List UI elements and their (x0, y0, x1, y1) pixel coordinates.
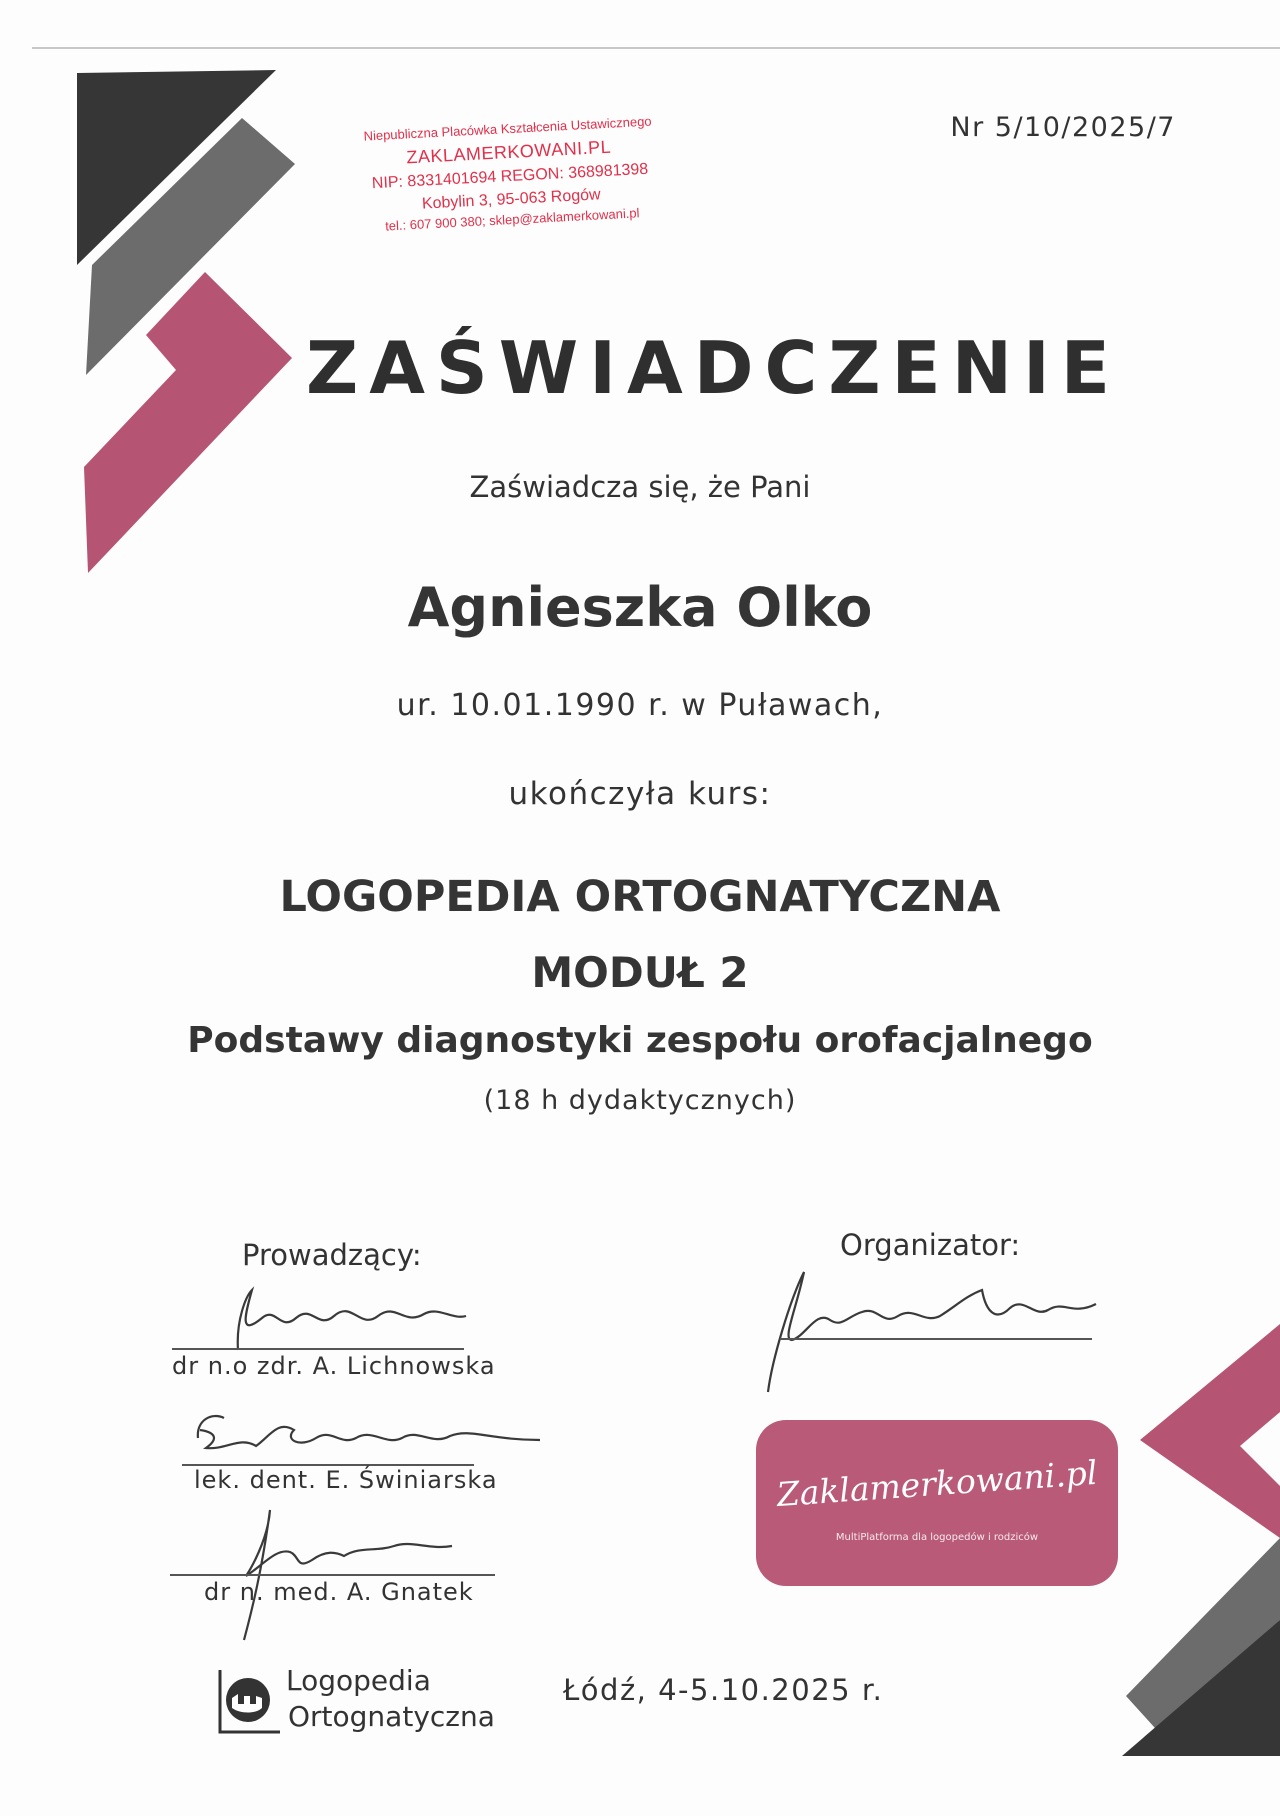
stamp-line-4: Kobylin 3, 95-063 Rogów (421, 186, 601, 213)
course-hours: (18 h dydaktycznych) (483, 1085, 797, 1116)
logo-text-line-1: Logopedia (286, 1664, 431, 1697)
stamp-line-1: Niepubliczna Placówka Kształcenia Ustawicznego (363, 113, 652, 144)
course-title: LOGOPEDIA ORTOGNATYCZNA (279, 872, 1001, 922)
certificate-number: Nr 5/10/2025/7 (950, 112, 1176, 143)
organizer-signature-line (780, 1338, 1092, 1340)
lecturer-2-name: lek. dent. E. Świniarska (194, 1466, 498, 1494)
birth-info: ur. 10.01.1990 r. w Puławach, (396, 688, 884, 723)
stamp-line-2: ZAKLAMERKOWANI.PL (405, 136, 612, 168)
lecturer-1-signature-line (172, 1348, 464, 1350)
jaw-logo-icon (218, 1668, 282, 1734)
intro-text: Zaświadcza się, że Pani (469, 470, 811, 504)
lecturers-heading: Prowadzący: (242, 1238, 422, 1272)
organizer-heading: Organizator: (840, 1228, 1021, 1262)
lecturer-1-name: dr n.o zdr. A. Lichnowska (172, 1352, 496, 1380)
organizer-logo-script: Zaklamerkowani.pl (775, 1452, 1099, 1515)
course-subtitle: Podstawy diagnostyki zespołu orofacjalnego (187, 1020, 1093, 1061)
signature-organizer (768, 1272, 1096, 1392)
logo-text-line-2: Ortognatyczna (288, 1700, 495, 1733)
organizer-logo-badge (756, 1420, 1118, 1586)
person-name: Agnieszka Olko (407, 576, 873, 639)
certificate-title: ZAŚWIADCZENIE (306, 326, 1121, 410)
lecturer-3-signature-line (170, 1574, 495, 1576)
lecturer-3-name: dr n. med. A. Gnatek (204, 1578, 474, 1606)
signature-lichnowska (238, 1290, 466, 1350)
completed-course-text: ukończyła kurs: (508, 776, 772, 812)
logopedia-ortognatyczna-logo (218, 1664, 518, 1744)
stamp-line-3: NIP: 8331401694 REGON: 368981398 (371, 160, 649, 193)
place-and-date: Łódź, 4-5.10.2025 r. (563, 1673, 884, 1707)
organizer-logo-tagline: MultiPlatforma dla logopedów i rodziców (835, 1532, 1039, 1543)
course-module: MODUŁ 2 (531, 948, 749, 997)
signature-swiniarska (198, 1416, 540, 1448)
stamp-line-5: tel.: 607 900 380; sklep@zaklamerkowani.pl (384, 205, 640, 234)
